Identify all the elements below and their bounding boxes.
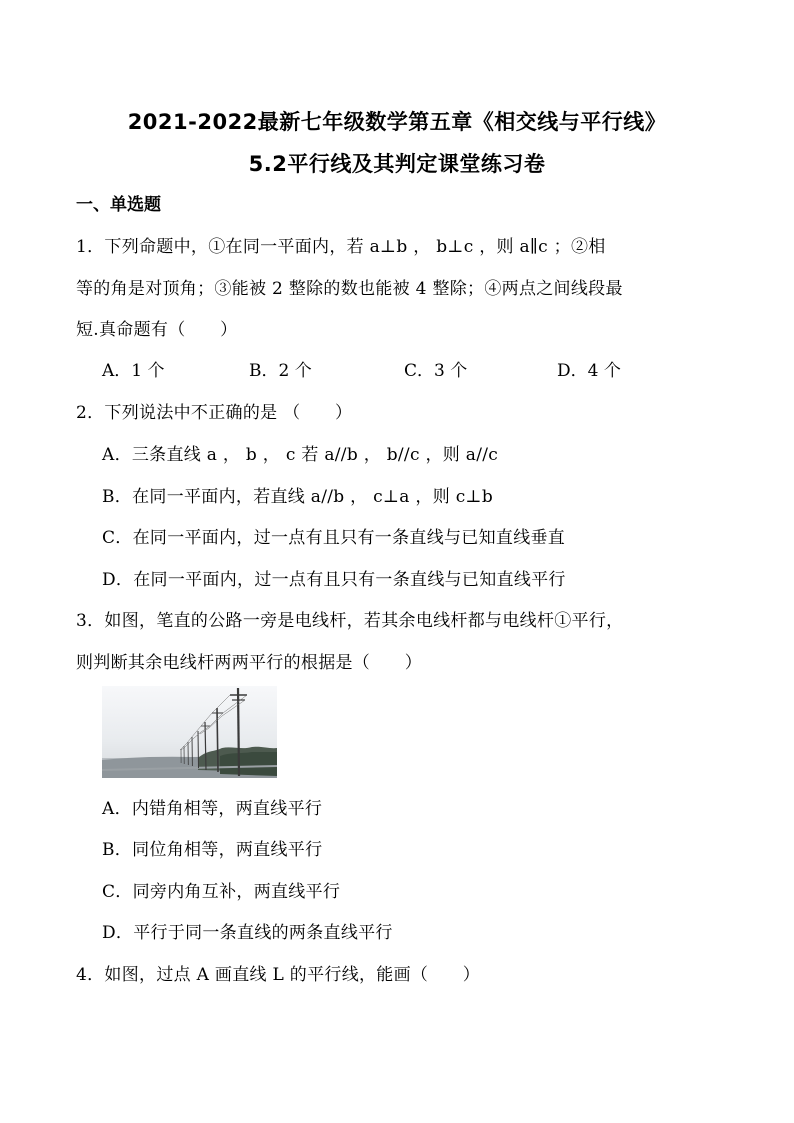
q2-option-d: D．在同一平面内，过一点有且只有一条直线与已知直线平行 — [102, 570, 566, 590]
q2-option-a: A．三条直线 a ， b ， c 若 a//b ， b//c ，则 a//c — [102, 445, 499, 465]
utility-poles-photo — [102, 686, 277, 778]
q2-option-b: B．在同一平面内，若直线 a//b ， c⊥a ，则 c⊥b — [102, 487, 494, 507]
q1-option-b: B．2 个 — [249, 361, 312, 381]
q1-line1: 1．下列命题中，①在同一平面内，若 a⊥b ， b⊥c ，则 a∥c ；②相 — [76, 237, 606, 257]
q3-option-a: A．内错角相等，两直线平行 — [102, 799, 323, 819]
q3-option-d: D．平行于同一条直线的两条直线平行 — [102, 923, 393, 943]
document-title-line1: 2021-2022最新七年级数学第五章《相交线与平行线》 — [127, 110, 667, 134]
document-title-line2: 5.2平行线及其判定课堂练习卷 — [248, 152, 546, 176]
q1-line2: 等的角是对顶角；③能被 2 整除的数也能被 4 整除；④两点之间线段最 — [76, 279, 623, 299]
section-heading: 一、单选题 — [76, 195, 161, 215]
q3-option-c: C．同旁内角互补，两直线平行 — [102, 882, 341, 902]
q1-line3: 短.真命题有（ ） — [76, 320, 238, 340]
q1-option-d: D．4 个 — [557, 361, 621, 381]
q1-option-c: C．3 个 — [404, 361, 468, 381]
q2-line1: 2．下列说法中不正确的是 （ ） — [76, 403, 353, 423]
q1-option-a: A．1 个 — [102, 361, 165, 381]
q3-line2: 则判断其余电线杆两两平行的根据是（ ） — [76, 653, 422, 673]
q4-line1: 4．如图，过点 A 画直线 L 的平行线，能画（ ） — [76, 965, 481, 985]
q3-line1: 3．如图，笔直的公路一旁是电线杆，若其余电线杆都与电线杆①平行， — [76, 611, 624, 631]
q2-option-c: C．在同一平面内，过一点有且只有一条直线与已知直线垂直 — [102, 528, 566, 548]
q3-option-b: B．同位角相等，两直线平行 — [102, 840, 323, 860]
